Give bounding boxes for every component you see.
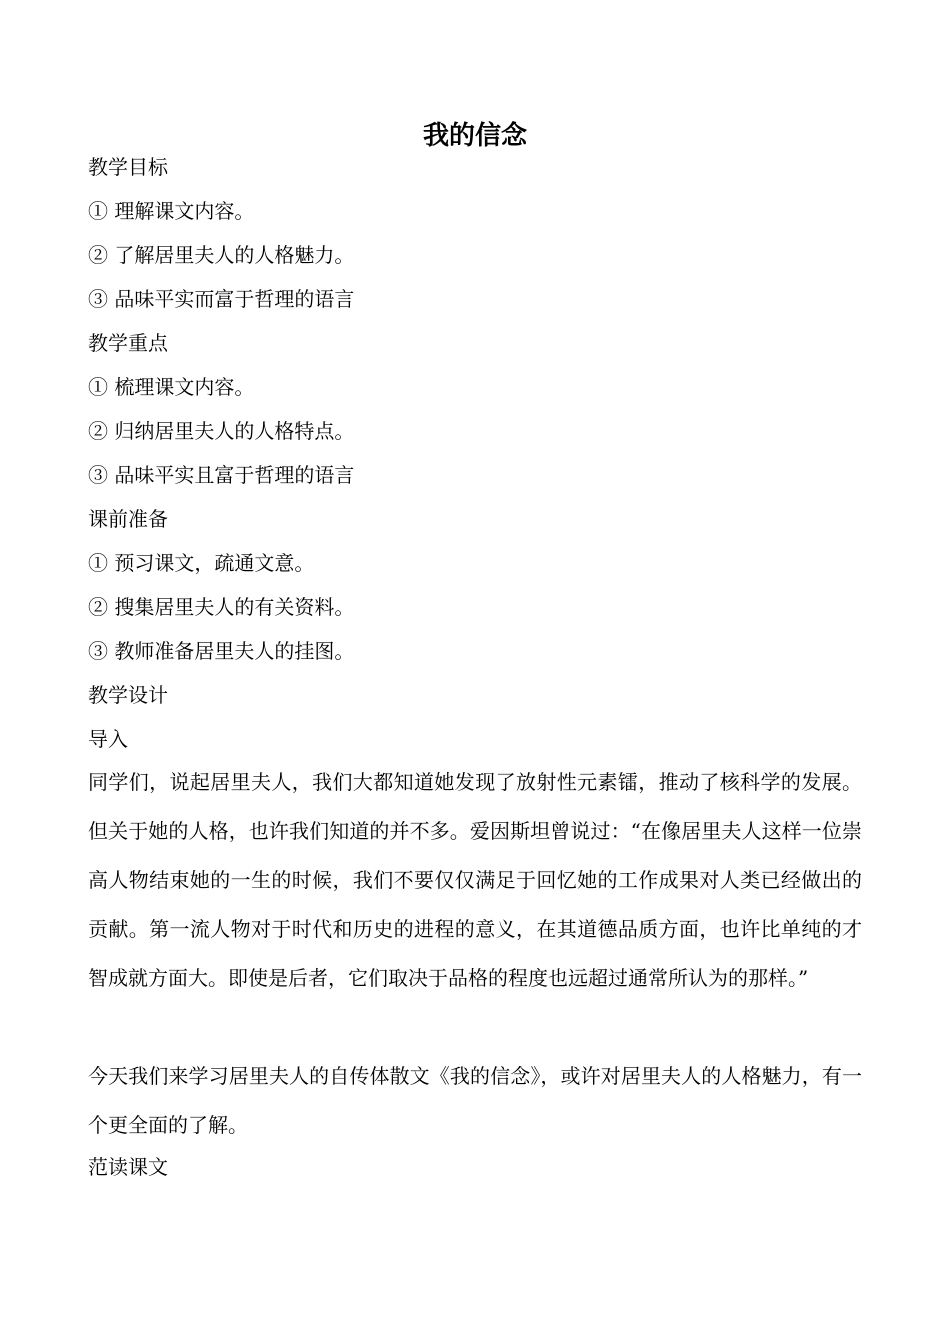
- section-heading-design: 教学设计: [88, 683, 168, 707]
- intro-paragraph: 同学们，说起居里夫人，我们大都知道她发现了放射性元素镭，推动了核科学的发展。但关于她的人格，也许我们知道的并不多。爱因斯坦曾说过：“在像居里夫人这样一位崇高人物结束她的一生的时候，我们不要仅仅满足于回忆她的工作成果对人类已经做出的贡献。第一流人物对于时代和历史的进程的意义，在其道德品质方面，也许比单纯的才智成就方面大。即使是后者，它们取决于品格的程度也远超过通常所认为的那样。”: [88, 770, 862, 990]
- subheading-model-reading: 范读课文: [88, 1155, 168, 1179]
- section-heading-objectives: 教学目标: [88, 155, 168, 179]
- key-point-item: ② 归纳居里夫人的人格特点。: [88, 419, 355, 443]
- objective-item: ① 理解课文内容。: [88, 199, 255, 223]
- objective-item: ③ 品味平实而富于哲理的语言: [88, 287, 355, 311]
- preparation-item: ① 预习课文，疏通文意。: [88, 551, 315, 575]
- preparation-item: ② 搜集居里夫人的有关资料。: [88, 595, 355, 619]
- key-point-item: ③ 品味平实且富于哲理的语言: [88, 463, 355, 487]
- key-point-item: ① 梳理课文内容。: [88, 375, 255, 399]
- section-heading-key-points: 教学重点: [88, 331, 168, 355]
- subheading-intro: 导入: [88, 727, 128, 751]
- objective-item: ② 了解居里夫人的人格魅力。: [88, 243, 355, 267]
- section-heading-preparation: 课前准备: [88, 507, 168, 531]
- document-title: 我的信念: [422, 121, 527, 151]
- intro-paragraph-closing: 今天我们来学习居里夫人的自传体散文《我的信念》，或许对居里夫人的人格魅力，有一个更全面的了解。: [88, 1064, 862, 1137]
- preparation-item: ③ 教师准备居里夫人的挂图。: [88, 639, 355, 663]
